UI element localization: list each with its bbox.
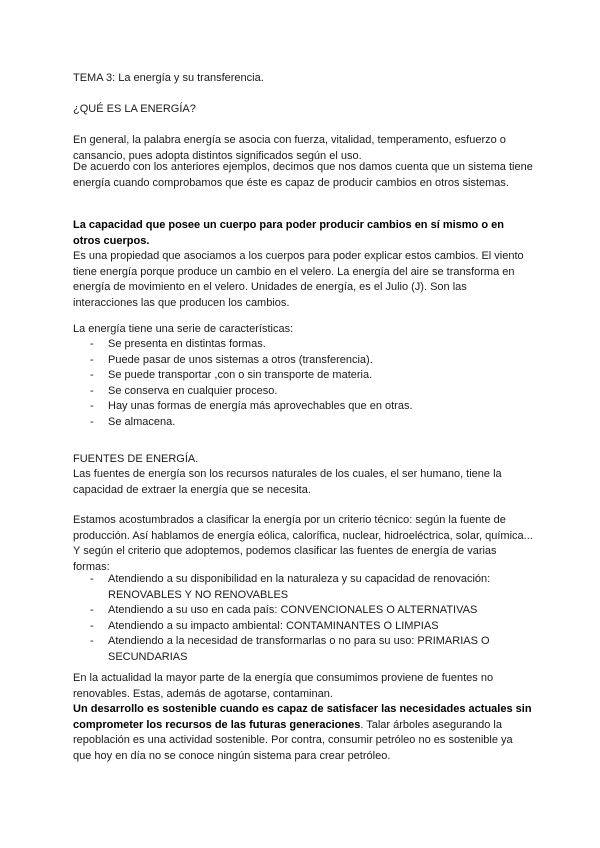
sustainability-text: . Talar árboles asegurando la repoblación es una actividad sostenible. Por contra, consumir petróleo no es sostenible ya que hoy en día no se conoce ningún sistema para crear petróleo.	[73, 718, 513, 762]
dash-bullet: -	[90, 604, 94, 616]
sustainability-definition-bold: Un desarrollo es sostenible cuando es capaz de satisfacer las necesidades actuales sin comprometer los recursos de las futuras generaciones	[73, 703, 532, 731]
list-item: - Se almacena.	[73, 415, 533, 431]
characteristics-intro: La energía tiene una serie de características:	[73, 323, 294, 335]
sources-paragraph-2: Estamos acostumbrados a clasificar la energía por un criterio técnico: según la fuente de producción. Así hablamos de energía eólica, calorífica, nuclear, hidroeléctrica, solar, química... Y según el criterio que adoptemos, podemos clasificar las fuentes de energía de varias formas:	[73, 514, 533, 573]
sources-paragraph-1: Las fuentes de energía son los recursos naturales de los cuales, el ser humano, tiene la capacidad de extraer la energía que se necesita.	[73, 468, 502, 496]
definition-paragraph	[73, 218, 533, 311]
section-heading-what-is-energy: ¿QUÉ ES LA ENERGÍA?	[73, 103, 196, 115]
closing-paragraph-1: En la actualidad la mayor parte de la energía que consumimos proviene de fuentes no renovables. Estas, además de agotarse, contaminan.	[73, 672, 494, 700]
dash-bullet: -	[90, 573, 94, 585]
dash-bullet: -	[90, 384, 94, 397]
section-heading-energy-sources: FUENTES DE ENERGÍA.	[73, 453, 199, 465]
list-item: - Puede pasar de unos sistemas a otros (transferencia).	[73, 353, 533, 369]
dash-bullet: -	[90, 338, 94, 350]
characteristics-list	[73, 337, 533, 430]
list-item: - Se presenta en distintas formas.	[73, 337, 533, 353]
dash-bullet: -	[90, 619, 94, 632]
list-item: - Hay unas formas de energía más aprovechables que en otras.	[73, 399, 533, 415]
list-item: - Atendiendo a su impacto ambiental: CONTAMINANTES O LIMPIAS	[73, 619, 533, 635]
dash-bullet: -	[90, 415, 94, 428]
dash-bullet: -	[90, 635, 94, 647]
sources-classification-list	[73, 572, 533, 665]
list-item: - Atendiendo a su disponibilidad en la naturaleza y su capacidad de renovación: RENOVABLES Y NO RENOVABLES	[90, 573, 491, 601]
document-title: TEMA 3: La energía y su transferencia.	[73, 72, 264, 84]
list-item: - Atendiendo a su uso en cada país: CONVENCIONALES O ALTERNATIVAS	[73, 603, 533, 619]
definition-bold: La capacidad que posee un cuerpo para poder producir cambios en sí mismo o en otros cuerpos.	[73, 219, 504, 247]
intro-paragraph-2: De acuerdo con los anteriores ejemplos, decimos que nos damos cuenta que un sistema tiene energía cuando comprobamos que éste es capaz de producir cambios en otros sistemas.	[73, 161, 533, 189]
list-item: - Se conserva en cualquier proceso.	[73, 384, 533, 400]
intro-paragraph-1: En general, la palabra energía se asocia con fuerza, vitalidad, temperamento, esfuerzo o cansancio, pues adopta distintos significados según el uso.	[73, 134, 506, 162]
dash-bullet: -	[90, 400, 94, 412]
dash-bullet: -	[90, 369, 94, 381]
list-item: - Se puede transportar ,con o sin transporte de materia.	[73, 368, 533, 384]
list-item: - Atendiendo a la necesidad de transformarlas o no para su uso: PRIMARIAS O SECUNDARIAS	[90, 635, 490, 663]
definition-text: Es una propiedad que asociamos a los cuerpos para poder explicar estos cambios. El viento tiene energía porque produce un cambio en el velero. La energía del aire se transforma en energía de movimiento en el velero. Unidades de energía, es el Julio (J). Son las interacciones las que producen los cambios.	[73, 250, 524, 309]
dash-bullet: -	[90, 353, 94, 366]
sustainability-paragraph	[73, 702, 533, 764]
